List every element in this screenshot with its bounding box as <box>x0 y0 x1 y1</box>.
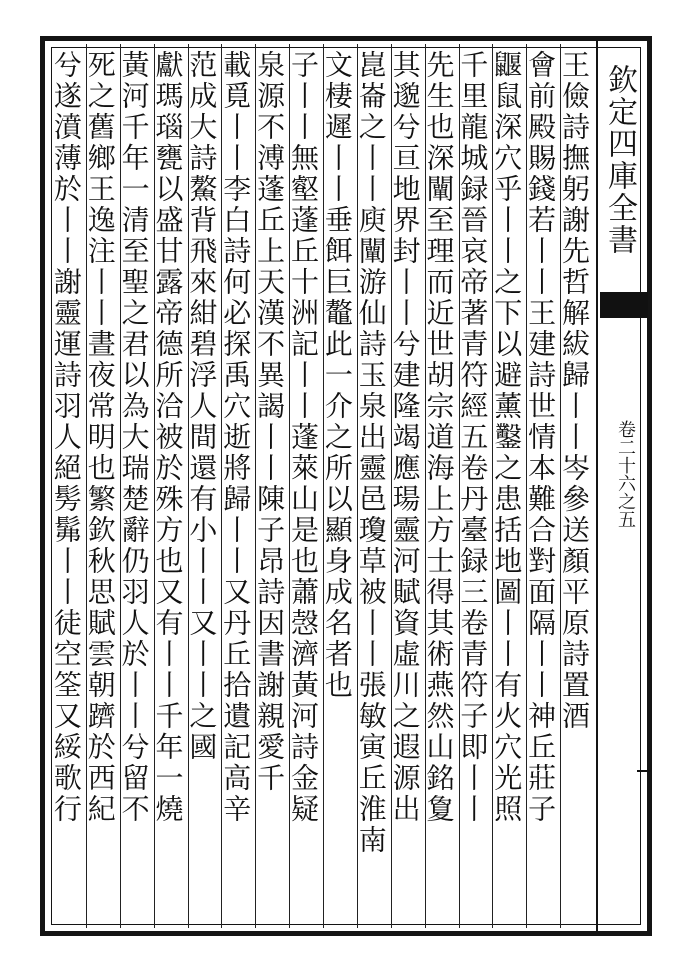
fishtail-mark <box>600 292 648 318</box>
column-rule <box>391 44 392 928</box>
column-rule <box>86 44 87 928</box>
column-rule <box>560 44 561 928</box>
column-rule <box>154 44 155 928</box>
text-column: 王儉詩撫躬謝先哲解紱歸丨丨岑參送顏平原詩置酒 <box>558 50 591 732</box>
margin-tick <box>637 770 651 772</box>
column-rule <box>221 44 222 928</box>
text-column: 黃河千年一清至聖之君以為大瑞楚辭仍羽人於丨丨兮留不 <box>117 50 151 825</box>
column-rule <box>323 44 324 928</box>
column-rule <box>188 44 189 928</box>
text-column: 泉源不溥蓬丘上天漢不異謁丨丨陳子昂詩因書謝親愛千 <box>253 50 287 794</box>
text-column: 死之舊鄉王逸注丨丨晝夜常明也繁欽秋思賦雲朝躋於西紀 <box>83 50 117 825</box>
text-column: 千里龍城録晉哀帝著青符經五卷丹臺録三卷青符子即丨丨 <box>456 50 490 825</box>
column-rule <box>526 44 527 928</box>
column-rule <box>492 44 493 928</box>
text-column: 載覓丨丨李白詩何必探禹穴逝將歸丨丨又丹丘拾遺記高辛 <box>219 50 253 825</box>
column-rule <box>459 44 460 928</box>
text-column: 崑崙之丨丨庾闡游仙詩玉泉出靈邑瓊草被丨丨張敏寅丘淮南 <box>354 50 388 856</box>
column-rule <box>120 44 121 928</box>
text-column: 會前殿賜錢若丨丨王建詩世情本難合對面隔丨丨神丘莊子 <box>524 50 558 825</box>
text-column: 文棲遲丨丨垂餌巨鼇此一介之所以顯身成名者也 <box>320 50 354 701</box>
text-column: 子丨丨無壑蓬丘十洲記丨丨蓬萊山是也蕭愨濟黃河詩金疑 <box>287 50 320 825</box>
text-column: 鼴鼠深穴乎丨丨之下以避薰鑿之患括地圖丨丨有火穴光照 <box>490 50 524 825</box>
text-column: 范成大詩鰲背飛來紺碧浮人間還有小丨丨又丨丨之國 <box>185 50 219 763</box>
column-rule <box>425 44 426 928</box>
page-title: 欽定四庫全書 <box>602 64 637 256</box>
column-rule <box>357 44 358 928</box>
column-rule <box>255 44 256 928</box>
column-rule <box>289 44 290 928</box>
volume-label: 卷二十六之五 <box>615 420 636 528</box>
text-column: 先生也深闡至理而近世胡宗道海上方士得其術燕然山銘夐 <box>422 50 456 825</box>
text-column: 兮遂濆薄於丨丨謝靈運詩羽人絕髣髴丨丨徒空筌又綏歌行 <box>49 50 83 825</box>
text-column: 獻瑪瑙甕以盛甘露帝德所洽被於殊方也又有丨丨千年一燒 <box>151 50 185 825</box>
text-column: 其邈兮亘地界封丨丨兮建隆竭應瑒靈河賦資虛川之遐源出 <box>388 50 422 825</box>
